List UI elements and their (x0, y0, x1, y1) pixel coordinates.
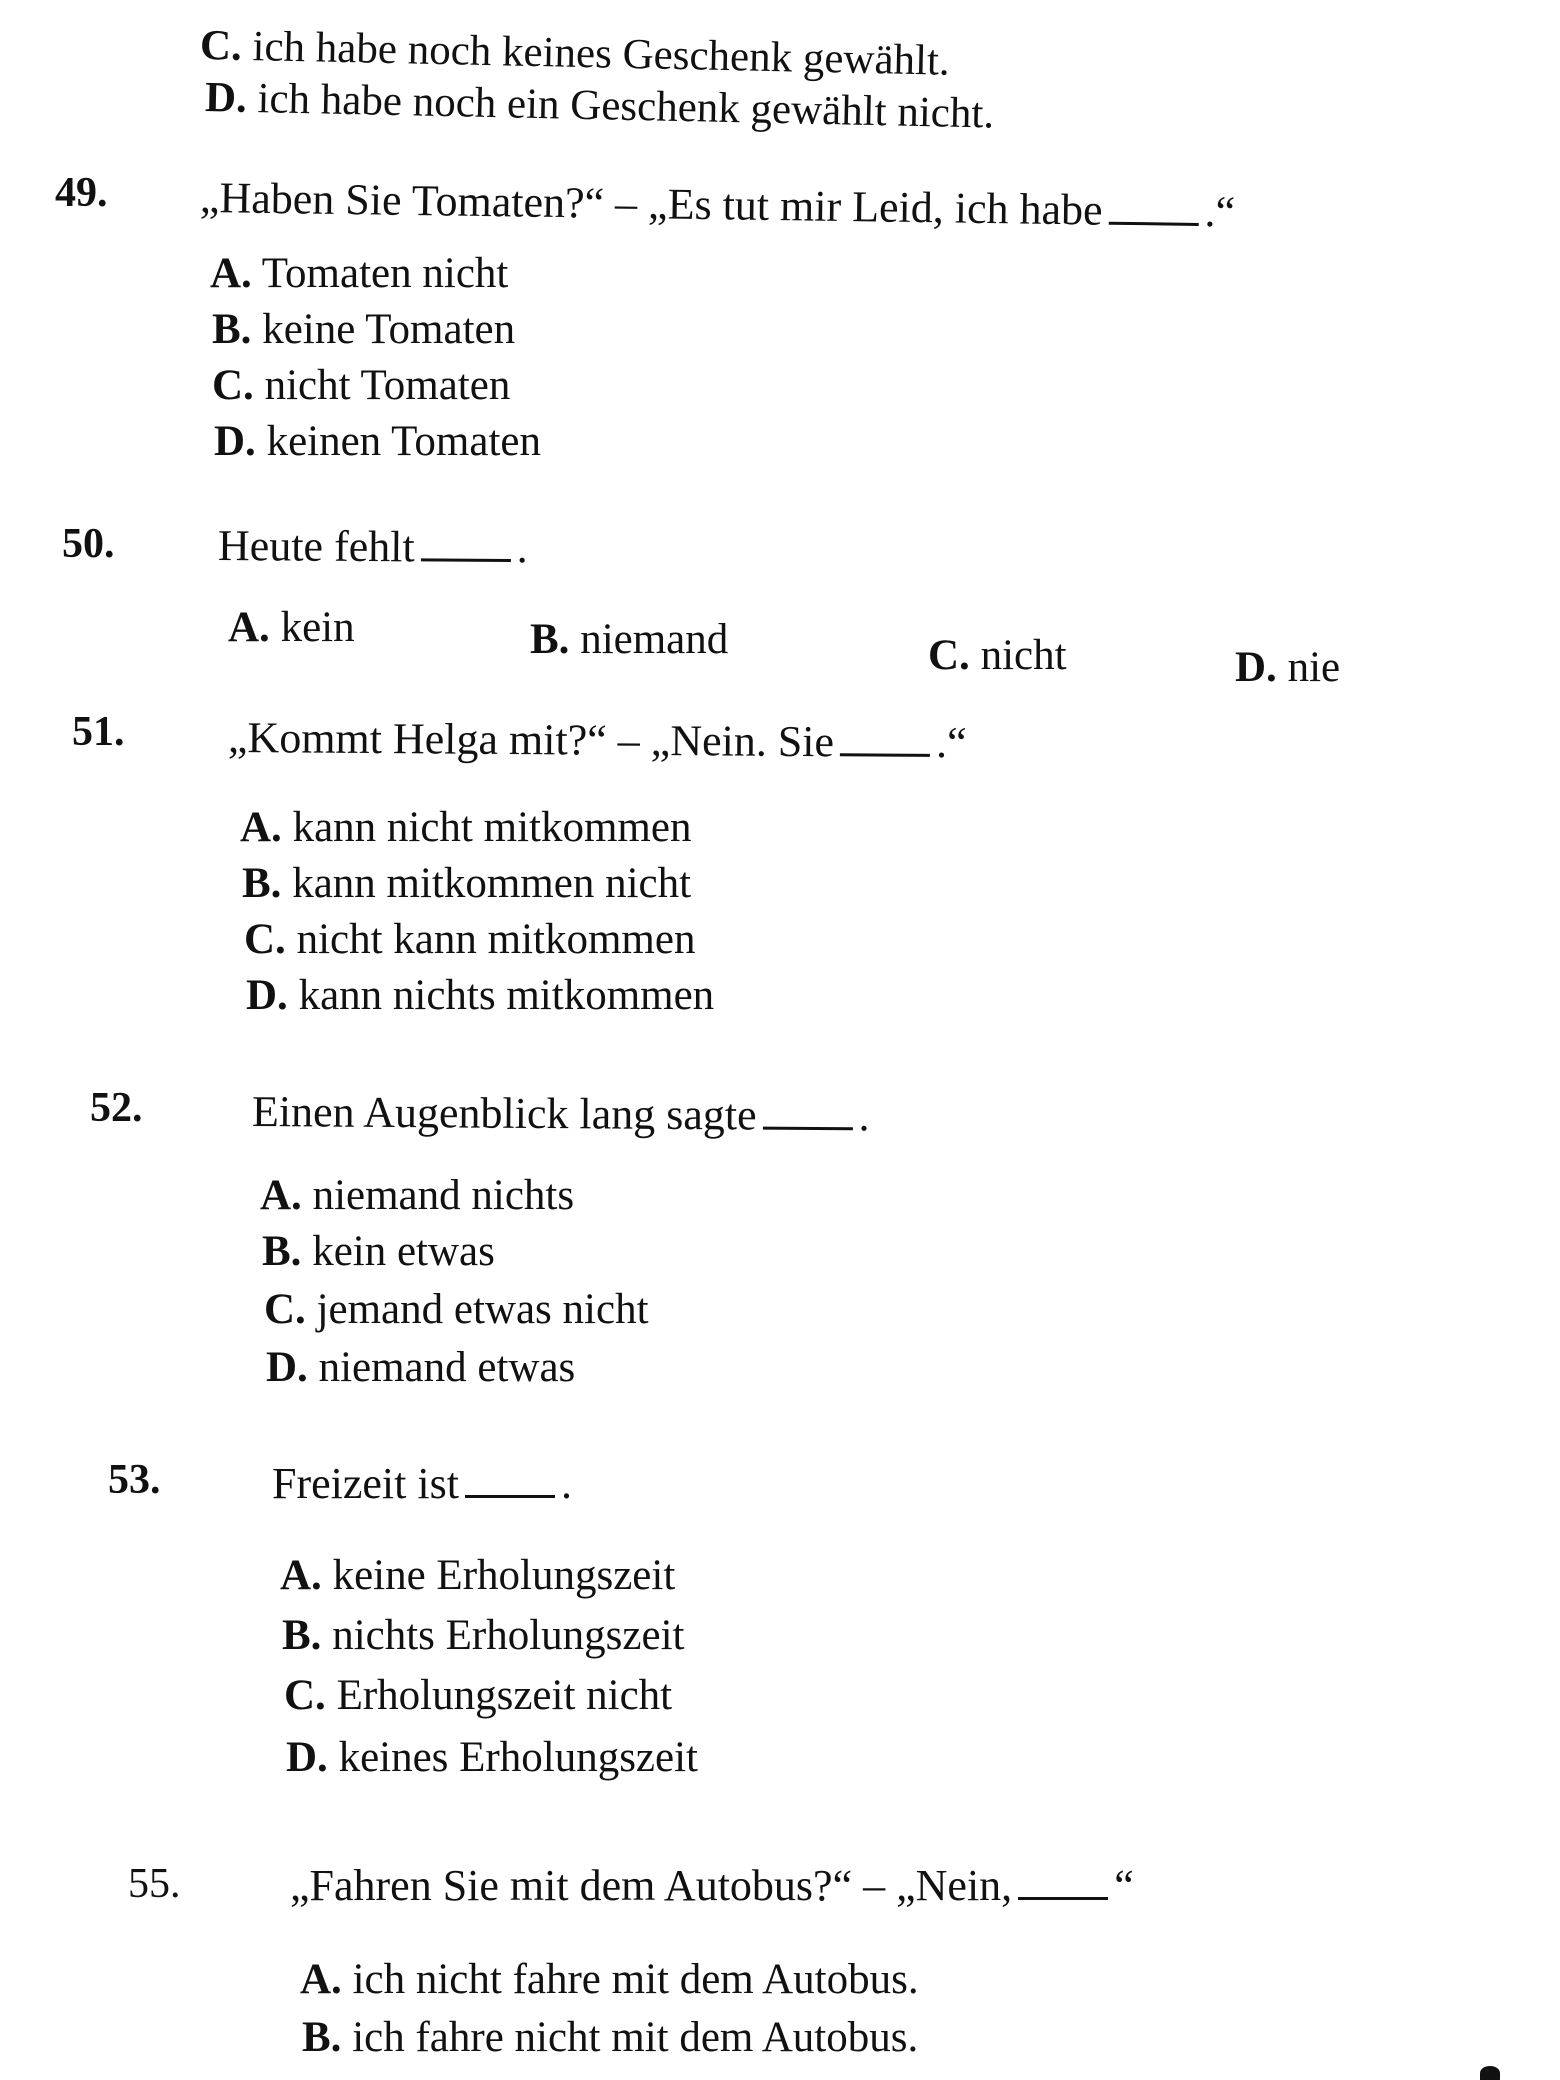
option-letter: D. (214, 418, 256, 465)
question-53-option-d (286, 1730, 698, 1786)
answer-blank (421, 528, 511, 562)
option-text: keinen Tomaten (266, 418, 541, 465)
option-text: kein (280, 604, 355, 651)
question-53-option-b (282, 1608, 684, 1664)
option-letter: C. (264, 1286, 306, 1333)
question-53-text (272, 1456, 572, 1512)
question-50-option-b (530, 612, 728, 668)
option-letter: A. (260, 1172, 302, 1219)
question-53-option-c (284, 1668, 672, 1724)
option-letter: D. (266, 1344, 308, 1391)
option-text: ich habe noch ein Geschenk gewählt nicht. (257, 75, 995, 138)
option-letter: B. (530, 616, 570, 663)
question-text-after: . (516, 523, 528, 573)
question-52-option-c (264, 1282, 649, 1338)
answer-blank (763, 1097, 853, 1131)
option-letter: C. (928, 632, 970, 679)
question-49-text (200, 170, 1236, 240)
option-text: kann mitkommen nicht (292, 860, 692, 907)
question-text-before: „Kommt Helga mit?“ – „Nein. Sie (227, 713, 835, 767)
option-letter: C. (212, 362, 254, 409)
question-49-option-a (210, 246, 508, 302)
question-text-after: .“ (1204, 187, 1236, 237)
option-letter: B. (262, 1228, 302, 1275)
option-text: nicht (980, 632, 1067, 679)
option-text: niemand nichts (312, 1172, 575, 1219)
question-50-option-c (928, 628, 1067, 684)
option-text: ich fahre nicht mit dem Autobus. (352, 2014, 919, 2061)
option-text: ich habe noch keines Geschenk gewählt. (252, 23, 951, 85)
question-52-option-a (260, 1168, 574, 1224)
question-number-55: 55. (128, 1861, 181, 1907)
question-53-option-a (280, 1548, 675, 1604)
option-letter: A. (210, 250, 252, 297)
question-52-text (252, 1084, 870, 1144)
question-51-option-a (240, 800, 691, 856)
question-55-option-a (300, 1952, 919, 2008)
option-text: kann nichts mitkommen (298, 972, 715, 1019)
option-letter: A. (228, 604, 270, 651)
option-text: kann nicht mitkommen (292, 804, 692, 851)
option-letter: B. (242, 860, 282, 907)
question-number-49: 49. (55, 170, 108, 216)
question-51-option-c (244, 912, 695, 968)
question-text-after: “ (1114, 1861, 1134, 1910)
option-text: kein etwas (312, 1228, 495, 1275)
answer-blank (465, 1465, 555, 1498)
question-50-option-a (228, 600, 355, 656)
option-text: Erholungszeit nicht (336, 1672, 673, 1719)
option-text: Tomaten nicht (261, 250, 509, 297)
question-number-53: 53. (108, 1457, 161, 1503)
question-55-text (290, 1858, 1134, 1914)
question-49-option-d (214, 414, 541, 470)
option-text: keine Tomaten (262, 306, 516, 353)
answer-blank (1108, 192, 1198, 226)
question-text-after: . (560, 1459, 572, 1508)
option-letter: C. (199, 22, 243, 70)
scan-speck (1480, 2066, 1500, 2080)
question-50-text (218, 518, 528, 576)
option-text: jemand etwas nicht (316, 1286, 649, 1333)
option-letter: A. (300, 1956, 342, 2003)
answer-blank (1018, 1867, 1108, 1900)
option-letter: A. (280, 1552, 322, 1599)
question-text-before: Freizeit ist (272, 1459, 459, 1508)
option-letter: B. (282, 1612, 322, 1659)
answer-blank (840, 723, 930, 757)
question-49-option-c (212, 358, 510, 414)
question-text-after: . (858, 1091, 870, 1141)
question-text-before: Einen Augenblick lang sagte (251, 1087, 757, 1140)
question-text-before: „Haben Sie Tomaten?“ – „Es tut mir Leid, ich habe (199, 173, 1103, 235)
question-51-option-d (246, 968, 714, 1024)
question-52-option-b (262, 1224, 495, 1280)
option-text: keine Erholungszeit (332, 1552, 676, 1599)
option-text: nie (1287, 644, 1341, 691)
option-text: keines Erholungszeit (338, 1734, 698, 1781)
option-letter: C. (284, 1672, 326, 1719)
question-text-after: .“ (935, 717, 967, 768)
question-text-before: Heute fehlt (217, 521, 415, 572)
option-text: nichts Erholungszeit (332, 1612, 685, 1659)
option-letter: A. (240, 804, 282, 851)
option-letter: D. (1235, 644, 1277, 691)
question-49-option-b (212, 302, 515, 358)
question-number-50: 50. (62, 521, 115, 567)
question-number-52: 52. (90, 1085, 143, 1131)
question-51-text (228, 710, 967, 771)
option-text: nicht Tomaten (264, 362, 511, 409)
option-letter: C. (244, 916, 286, 963)
option-text: ich nicht fahre mit dem Autobus. (352, 1956, 919, 2003)
question-text-before: „Fahren Sie mit dem Autobus?“ – „Nein, (290, 1861, 1013, 1910)
option-text: niemand (580, 616, 729, 663)
option-letter: B. (302, 2014, 342, 2061)
question-52-option-d (266, 1340, 575, 1396)
question-55-option-b (302, 2010, 918, 2066)
question-number-51: 51. (72, 709, 125, 755)
question-50-option-d (1235, 640, 1340, 696)
option-text: nicht kann mitkommen (296, 916, 696, 963)
option-letter: D. (246, 972, 288, 1019)
option-letter: B. (212, 306, 252, 353)
option-text: niemand etwas (318, 1344, 576, 1391)
question-51-option-b (242, 856, 691, 912)
option-letter: D. (286, 1734, 328, 1781)
option-letter: D. (204, 74, 248, 122)
